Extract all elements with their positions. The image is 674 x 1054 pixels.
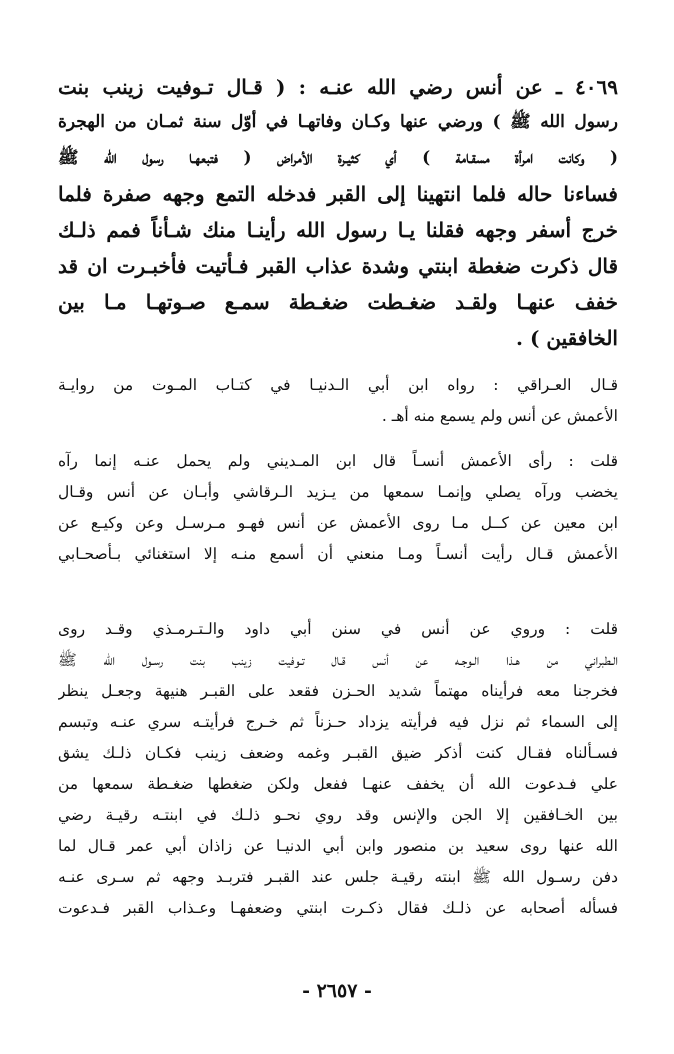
hadith-line: رسول الله ﷺ ) ورضي عنها وكـان وفاتهـا في أوّل سنة ثمـان من الهجرة xyxy=(58,112,618,132)
commentary-line: قلت : وروي عن أنس في سنن أبي داود والـتـرمـذي وقـد روى xyxy=(58,620,618,638)
commentary-line: الـطبراني من هـذا الـوجـه عن أنس قـال تـوفيت زينب بنت رسـول الله ﷺ xyxy=(58,651,618,669)
hadith-4069 xyxy=(58,70,618,356)
commentary-line: ابن معين عن كــل مـا روى الأعمش عن أنس فهـو مـرسـل وعن وكيـع عن xyxy=(58,514,618,532)
commentary-line: فخرجنا معه فرأيناه مهتماً شديد الحـزن فقعد على القبـر هنيهة وجعـل ينظر xyxy=(58,682,618,700)
hadith-line: خفف عنهـا ولقـد ضغـطت ضغـطة سمـع صـوتهـا مـا بين xyxy=(58,290,618,314)
commentary-line: الأعمش قـال رأيت أنسـاً ومـا منعني أن أسمع منـه إلا استغنائي بـأصحـابي xyxy=(58,545,618,563)
commentary-line: فسـألناه فقـال كنت أذكر ضيق القبـر وغمه وضعف زينب فكـان ذلـك يشق xyxy=(58,744,618,762)
hadith-line: ( وكانت امرأة مسقـامة ) أي كثيـرة الأمراض ( فتبعهـا رسول الله ﷺ xyxy=(58,148,618,168)
iraqi-commentary xyxy=(58,370,618,432)
commentary-line: قلت : رأى الأعمش أنسـاً قال ابن المـديني ولم يحمل عنـه إنما رآه xyxy=(58,452,618,470)
commentary-line: بين الخـافقين إلا الجن والإنس وقد روي نحـو ذلـك في ابنتـه رقيـة رضي xyxy=(58,806,618,824)
page-number: - ٢٦٥٧ - xyxy=(302,980,372,1002)
commentary-line: إلى السماء ثم نزل فيه فرأيته يزداد حـزناً ثم خـرج فرأيتـه سري عنـه وتبسم xyxy=(58,713,618,731)
commentary-line: الأعمش عن أنس ولم يسمع منه أهـ . xyxy=(381,407,618,425)
hadith-line: قال ذكرت ضغطة ابنتي وشدة عذاب القبر فـأتيت فأخبـرت ان قد xyxy=(58,254,618,278)
commentary-line: فسأله أصحابه عن ذلـك فقال ذكـرت ابنتي وضعفهـا وعـذاب القبر فـدعوت xyxy=(58,899,618,917)
hadith-line: فساءنا حاله فلما انتهينا إلى القبر فدخله التمع وجهه صفرة فلما xyxy=(58,182,618,206)
commentary-line: الله عنها روى سعيد بن منصور وابن أبي الدنيـا عن زاذان أبي عمر قـال لما xyxy=(58,837,618,855)
qult-note-2 xyxy=(58,614,618,924)
hadith-line: ٤٠٦٩ ـ عن أنس رضي الله عنـه : ( قـال تـوفيت زينب بنت xyxy=(58,75,618,99)
commentary-line: دفن رسـول الله ﷺ ابنته رقيـة جلس عند القبـر فتربـد وجهه ثم سـرى عنـه xyxy=(58,868,618,886)
qult-note-1 xyxy=(58,446,618,570)
page-body xyxy=(58,70,618,930)
commentary-line: قـال العـراقي : رواه ابن أبي الـدنيـا في كتـاب المـوت من روايـة xyxy=(58,376,618,394)
commentary-line: علي فـدعوت الله أن يخفف عنهـا ففعل ولكن ضغطها ضغـطة سمعها من xyxy=(58,775,618,793)
commentary-line: يخضب ورآه يصلي وإنمـا سمعها من يـزيد الـرقاشي وأبـان عن أنس وقـال xyxy=(58,483,618,501)
hadith-line: خرج أسفر وجهه فقلنا يـا رسول الله رأينـا منك شـأناً فمم ذلـك xyxy=(58,218,618,242)
hadith-line: الخافقين ) . xyxy=(516,326,618,350)
